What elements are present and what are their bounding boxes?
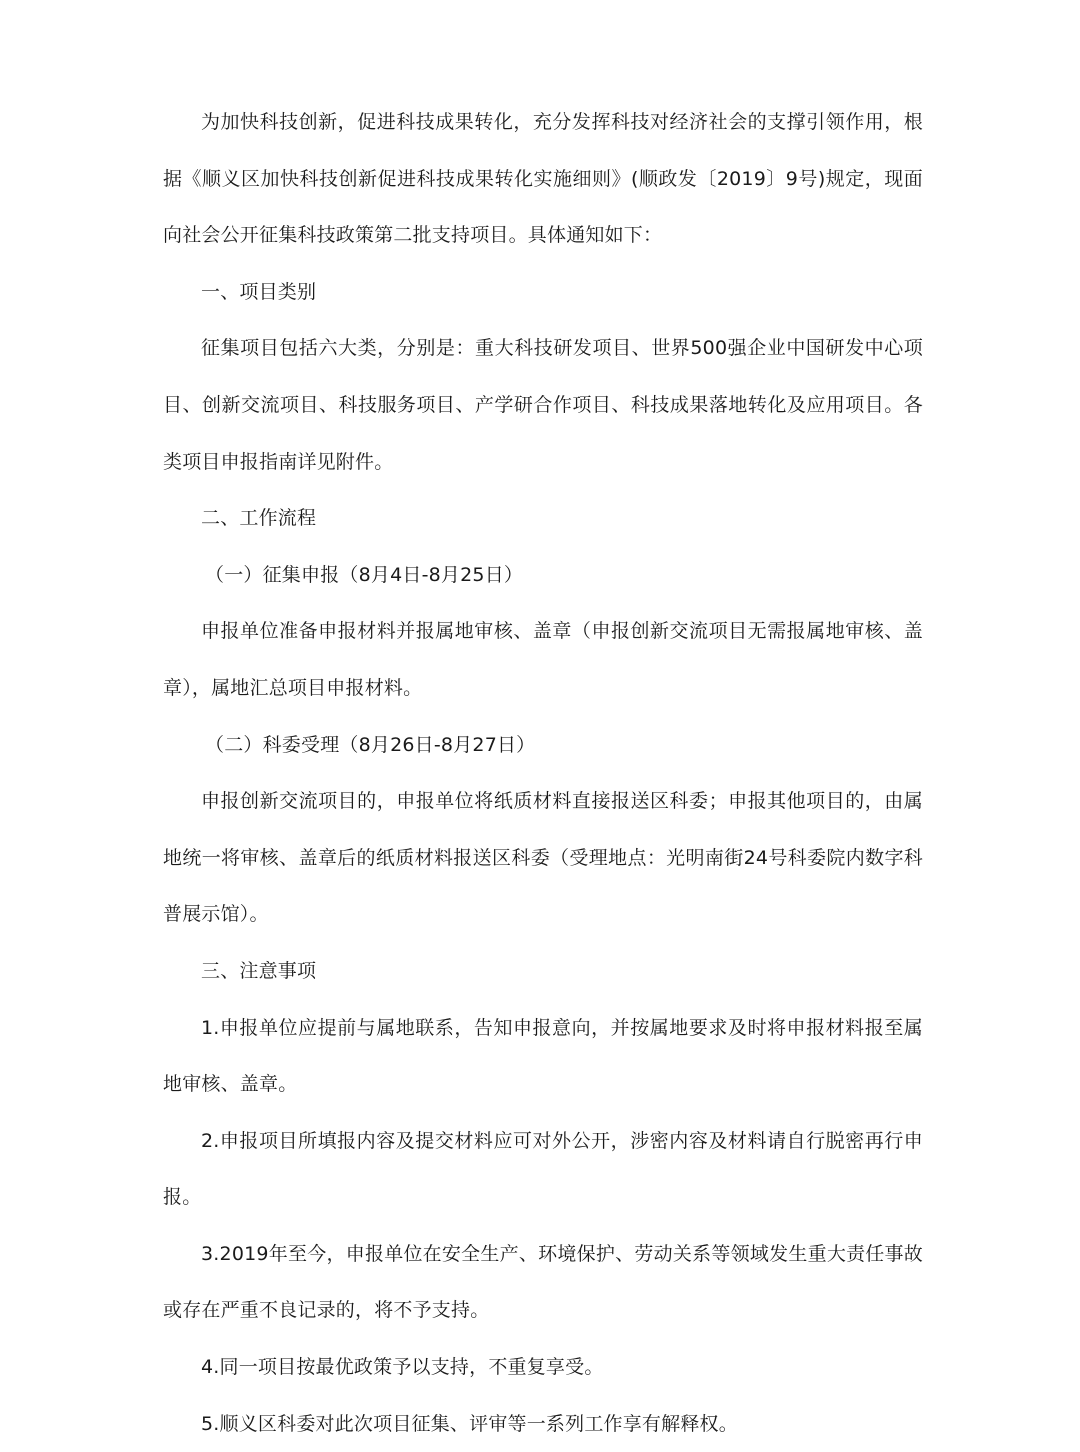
subheading-acceptance: （二）科委受理（8月26日-8月27日） [205,733,536,756]
subheading-collection: （一）征集申报（8月4日-8月25日） [205,563,524,586]
section-heading-notes: 三、注意事项 [201,959,317,982]
acceptance-paragraph: 申报创新交流项目的，申报单位将纸质材料直接报送区科委；申报其他项目的，由属地统一将审核、盖章后的纸质材料报送区科委（受理地点：光明南街24号科委院内数字科普展示馆）。 [163,790,923,926]
note-item: 4.同一项目按最优政策予以支持，不重复享受。 [201,1356,604,1379]
collection-paragraph: 申报单位准备申报材料并报属地审核、盖章（申报创新交流项目无需报属地审核、盖章），属地汇总项目申报材料。 [163,620,923,699]
note-item: 5.顺义区科委对此次项目征集、评审等一系列工作享有解释权。 [201,1412,738,1435]
project-category-paragraph: 征集项目包括六大类，分别是：重大科技研发项目、世界500强企业中国研发中心项目、创新交流项目、科技服务项目、产学研合作项目、科技成果落地转化及应用项目。各类项目申报指南详见附件。 [163,337,923,473]
intro-paragraph: 为加快科技创新，促进科技成果转化，充分发挥科技对经济社会的支撑引领作用，根据《顺义区加快科技创新促进科技成果转化实施细则》(顺政发〔2019〕9号)规定，现面向社会公开征集科技政策第二批支持项目。具体通知如下： [163,111,923,247]
note-item: 1.申报单位应提前与属地联系，告知申报意向，并按属地要求及时将申报材料报至属地审核、盖章。 [163,1016,923,1096]
section-heading-project-category: 一、项目类别 [201,280,317,303]
note-item: 3.2019年至今，申报单位在安全生产、环境保护、劳动关系等领域发生重大责任事故或存在严重不良记录的，将不予支持。 [163,1242,923,1322]
note-item: 2.申报项目所填报内容及提交材料应可对外公开，涉密内容及材料请自行脱密再行申报。 [163,1129,923,1209]
document-page [163,94,923,1452]
section-heading-workflow: 二、工作流程 [201,507,317,530]
